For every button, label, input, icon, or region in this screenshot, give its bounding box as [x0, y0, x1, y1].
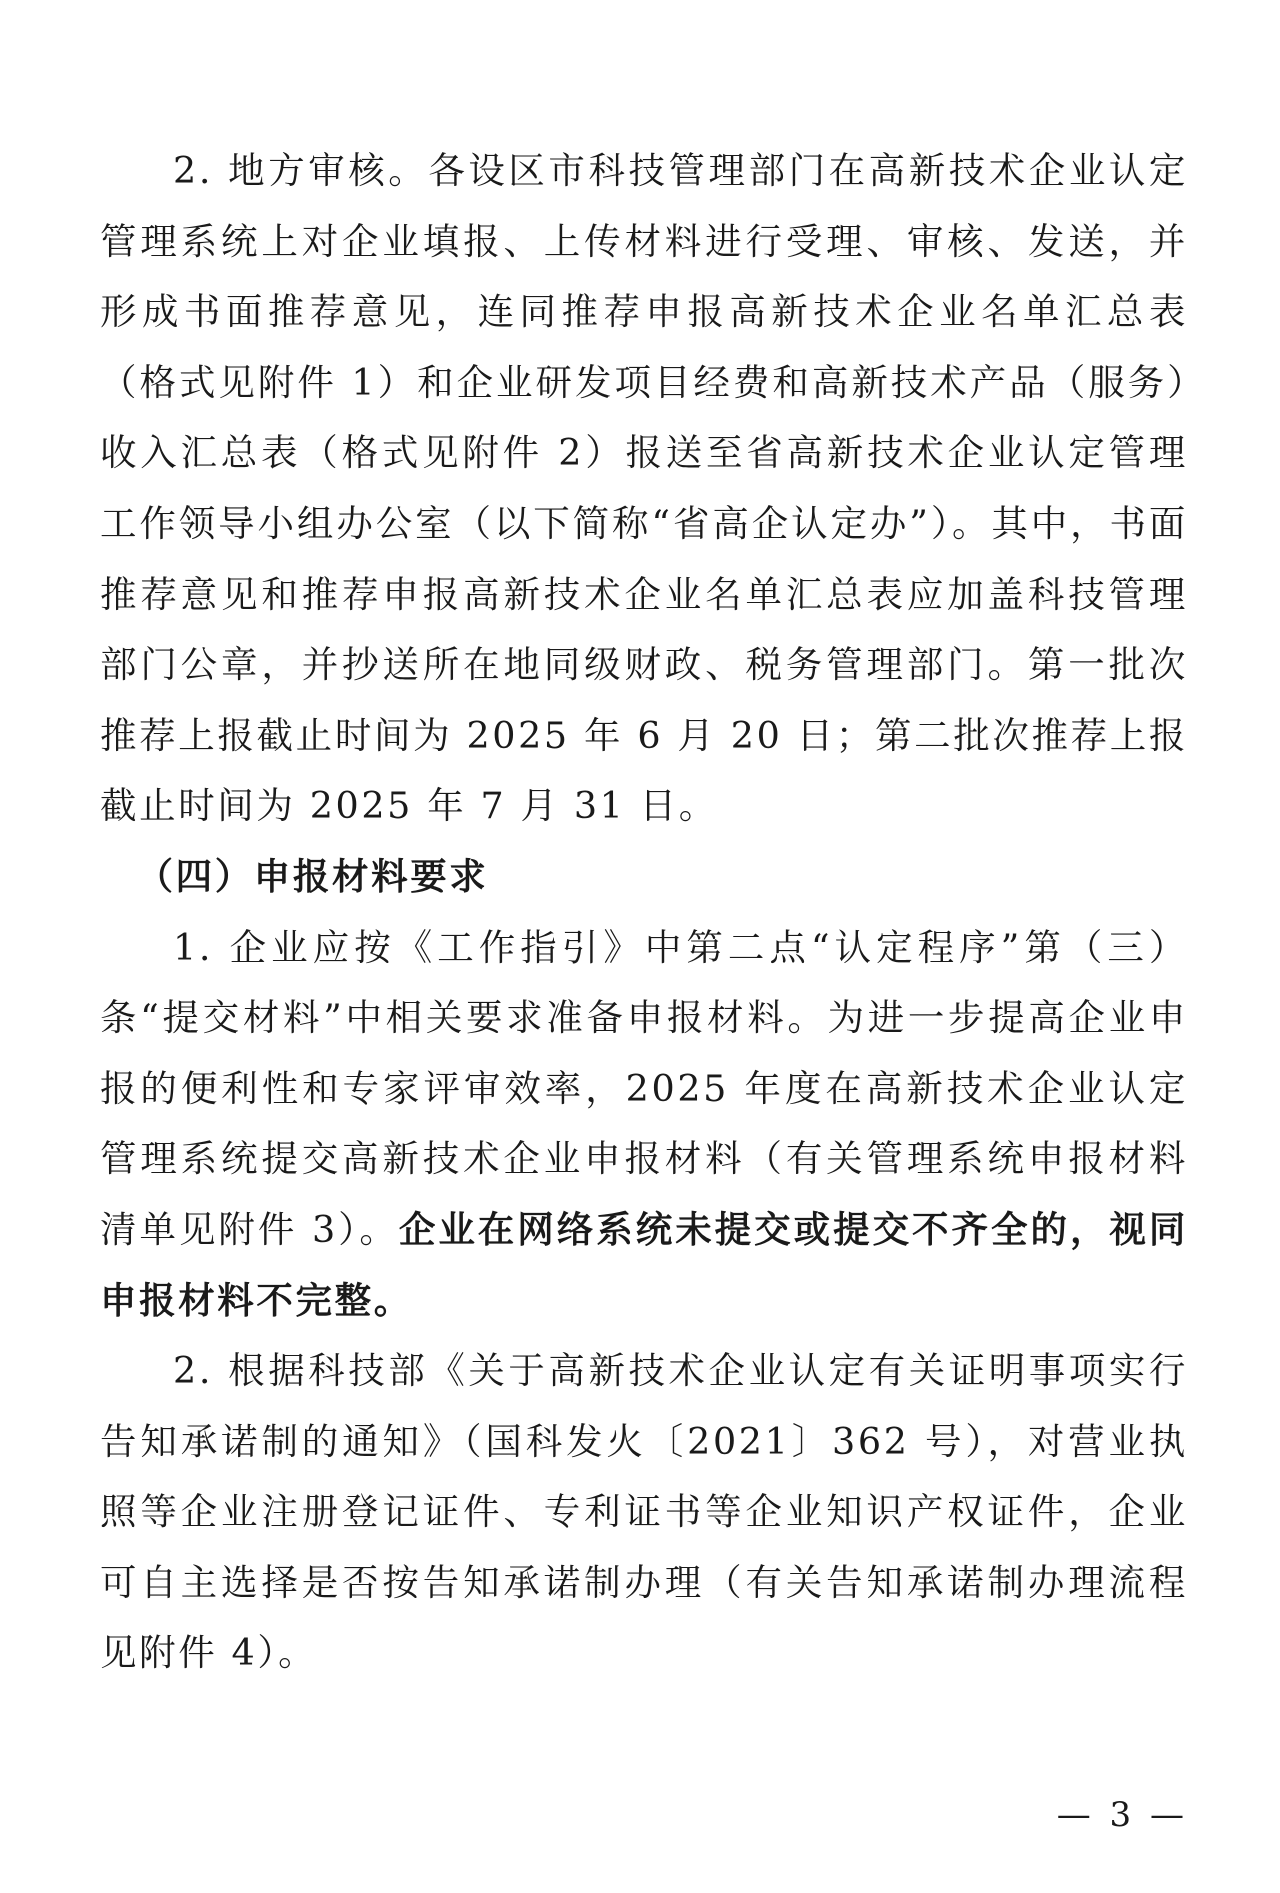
paragraph-materials-1: [100, 913, 1188, 1337]
paragraph-local-review: 2. 地方审核。各设区市科技管理部门在高新技术企业认定管理系统上对企业填报、上传材料进行受理、审核、发送，并形成书面推荐意见，连同推荐申报高新技术企业名单汇总表（格式见附件 1）和企业研发项目经费和高新技术产品（服务）收入汇总表（格式见附件 2）报送至省高新技术企业认定管理工作领导小组办公室（以下简称“省高企认定办”）。其中，书面推荐意见和推荐申报高新技术企业名单汇总表应加盖科技管理部门公章，并抄送所在地同级财政、税务管理部门。第一批次推荐上报截止时间为 2025 年 6 月 20 日；第二批次推荐上报截止时间为 2025 年 7 月 31 日。: [100, 149, 1188, 828]
document-body: [100, 136, 1188, 1689]
page-number: — 3 —: [1056, 1795, 1188, 1835]
paragraph-materials-2: 2. 根据科技部《关于高新技术企业认定有关证明事项实行告知承诺制的通知》（国科发火〔2021〕362 号），对营业执照等企业注册登记证件、专利证书等企业知识产权证件，企业可自主选择是否按告知承诺制办理（有关告知承诺制办理流程见附件 4）。: [100, 1349, 1188, 1675]
section-heading: （四）申报材料要求: [136, 854, 489, 898]
materials-1-text: 1. 企业应按《工作指引》中第二点“认定程序”第（三）条“提交材料”中相关要求准备申报材料。为进一步提高企业申报的便利性和专家评审效率，2025 年度在高新技术企业认定管理系统提交高新技术企业申报材料（有关管理系统申报材料清单见附件 3）。: [100, 925, 1188, 1251]
materials-1-emphasis: 企业在网络系统未提交或提交不齐全的，视同申报材料不完整。: [100, 1207, 1188, 1322]
